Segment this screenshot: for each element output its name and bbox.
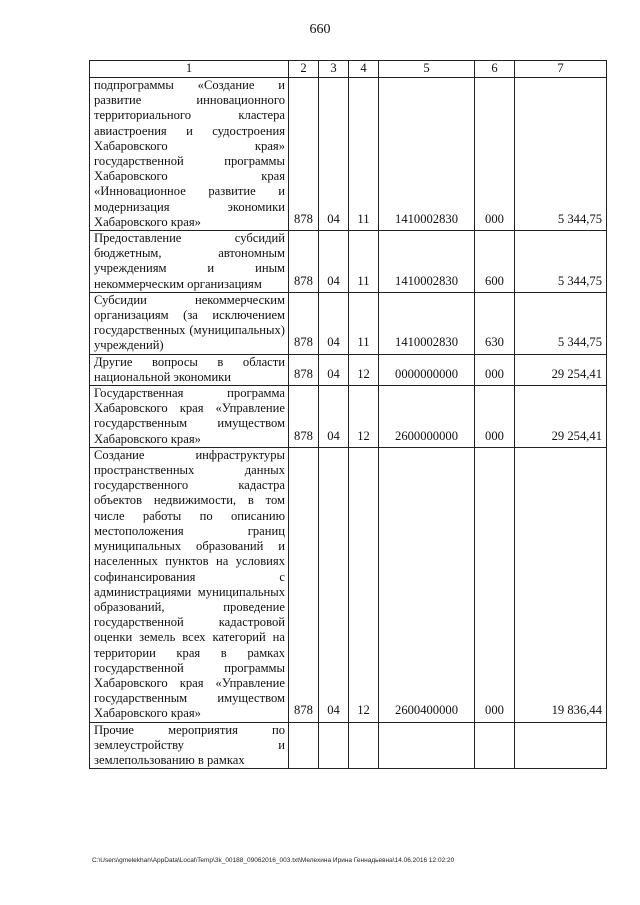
row-ministry-code: 878 (289, 386, 319, 448)
row-section-code (319, 722, 349, 769)
row-amount: 5 344,75 (515, 231, 607, 293)
col-header-5: 5 (379, 61, 475, 78)
row-amount: 5 344,75 (515, 292, 607, 354)
row-target-code: 1410002830 (379, 231, 475, 293)
row-target-code: 1410002830 (379, 78, 475, 231)
row-subsection-code: 11 (349, 292, 379, 354)
row-expense-type (475, 722, 515, 769)
page-number: 660 (309, 22, 331, 37)
col-header-7: 7 (515, 61, 607, 78)
row-ministry-code: 878 (289, 447, 319, 722)
col-header-4: 4 (349, 61, 379, 78)
row-section-code: 04 (319, 231, 349, 293)
row-ministry-code: 878 (289, 354, 319, 385)
row-subsection-code: 12 (349, 354, 379, 385)
row-subsection-code: 11 (349, 78, 379, 231)
row-section-code: 04 (319, 386, 349, 448)
table-row (90, 722, 607, 769)
row-subsection-code: 12 (349, 386, 379, 448)
table-row (90, 78, 607, 231)
row-expense-type: 000 (475, 354, 515, 385)
col-header-2: 2 (289, 61, 319, 78)
row-description: Создание инфраструктуры пространственных данных государственного кадастра объектов недвижимости, в том числе работы по описанию местоположения границ муниципальных образований и населенных пунктов на условиях софинансирования с администрациями муниципальных образований, проведение государственной кадастровой оценки земель всех категорий на территории края в рамках государственной программы Хабаровского края «Управление государственным имуществом Хабаровского края» (90, 447, 289, 722)
row-section-code: 04 (319, 354, 349, 385)
row-amount: 29 254,41 (515, 386, 607, 448)
row-description: Предоставление субсидий бюджетным, автономным учреждениям и иным некоммерческим организациям (90, 231, 289, 293)
table-row (90, 386, 607, 448)
row-ministry-code: 878 (289, 231, 319, 293)
row-target-code: 1410002830 (379, 292, 475, 354)
col-header-1: 1 (90, 61, 289, 78)
row-ministry-code (289, 722, 319, 769)
row-section-code: 04 (319, 78, 349, 231)
row-section-code: 04 (319, 447, 349, 722)
row-description: Другие вопросы в области национальной экономики (90, 354, 289, 385)
footer-file-path: C:\Users\gmelekhan\AppData\Local\Temp\3k_00188_09062016_003.txt\Мелехина Ирина Геннадьевна\14.06.2016 12:02:20 (92, 857, 455, 864)
row-ministry-code: 878 (289, 78, 319, 231)
row-expense-type: 000 (475, 447, 515, 722)
table-row (90, 447, 607, 722)
row-amount: 5 344,75 (515, 78, 607, 231)
row-expense-type: 600 (475, 231, 515, 293)
row-description: Государственная программа Хабаровского края «Управление государственным имуществом Хабаровского края» (90, 386, 289, 448)
col-header-3: 3 (319, 61, 349, 78)
row-description: Субсидии некоммерческим организациям (за исключением государственных (муниципальных) учреждений) (90, 292, 289, 354)
budget-table (89, 60, 607, 769)
row-target-code (379, 722, 475, 769)
table-row (90, 231, 607, 293)
table-row (90, 292, 607, 354)
row-description: подпрограммы «Создание и развитие инновационного территориального кластера авиастроения и судостроения Хабаровского края» государственной программы Хабаровского края «Инновационное развитие и модернизация экономики Хабаровского края» (90, 78, 289, 231)
row-amount: 29 254,41 (515, 354, 607, 385)
row-expense-type: 000 (475, 386, 515, 448)
row-section-code: 04 (319, 292, 349, 354)
row-amount: 19 836,44 (515, 447, 607, 722)
row-target-code: 0000000000 (379, 354, 475, 385)
row-ministry-code: 878 (289, 292, 319, 354)
col-header-6: 6 (475, 61, 515, 78)
row-expense-type: 630 (475, 292, 515, 354)
row-subsection-code: 11 (349, 231, 379, 293)
row-amount (515, 722, 607, 769)
row-target-code: 2600000000 (379, 386, 475, 448)
table-row (90, 354, 607, 385)
row-expense-type: 000 (475, 78, 515, 231)
row-description: Прочие мероприятия по землеустройству и землепользованию в рамках (90, 722, 289, 769)
row-target-code: 2600400000 (379, 447, 475, 722)
header-row (90, 61, 607, 78)
row-subsection-code (349, 722, 379, 769)
row-subsection-code: 12 (349, 447, 379, 722)
